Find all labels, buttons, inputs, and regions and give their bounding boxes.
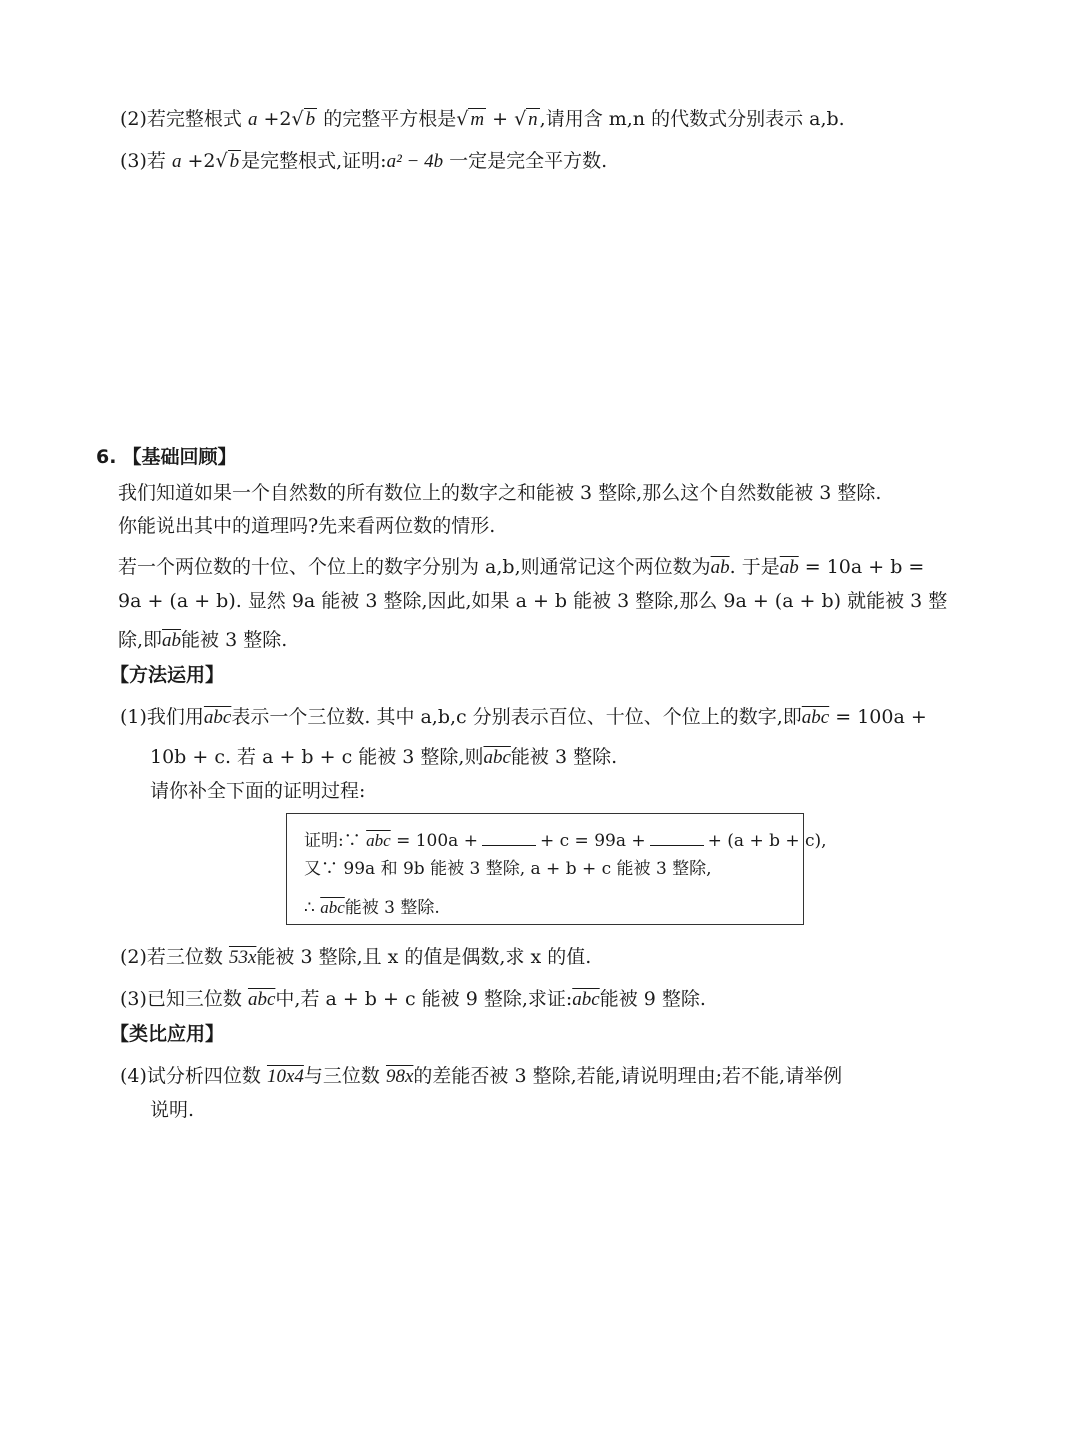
part3-prefix: (3)若 (120, 150, 166, 172)
q2-text-a: (2)若三位数 (120, 946, 223, 968)
proof-prefix: 证明:∵ (304, 831, 361, 851)
q4-text-a: (4)试分析四位数 (120, 1065, 261, 1087)
p2-line3-a: 除,即 (118, 629, 163, 651)
p2-text-b: . 于是 (729, 556, 780, 578)
part2-line (120, 110, 845, 129)
q1-text-b: 表示一个三位数. 其中 a,b,c 分别表示百位、十位、个位上的数字,即 (231, 706, 802, 728)
q3-abc-2: $\overline{abc}$ (572, 989, 600, 1010)
q2-text-b: 能被 3 整除,且 x 的值是偶数,求 x 的值. (256, 946, 592, 968)
q1-text-c: = 100a + (829, 706, 927, 728)
q1-text-a: (1)我们用 (120, 706, 204, 728)
proof-eq2: + c = 99a + (539, 831, 646, 851)
part2-rad-n: n (528, 109, 538, 130)
q6-p2-line3 (118, 631, 287, 650)
proof-eq3: + (a + b + c), (707, 831, 827, 851)
p2-ab-3: $\overline{ab}$ (162, 630, 182, 651)
q6-p2-line1 (118, 558, 924, 577)
proof-conclusion: 能被 3 整除. (344, 898, 440, 918)
q1-abc-2: $\overline{abc}$ (801, 707, 830, 728)
part3-suffix: 一定是完全平方数. (449, 150, 608, 172)
proof-line2: 又∵ 99a 和 9b 能被 3 整除, a + b + c 能被 3 整除, (304, 859, 712, 879)
part3-plus2: +2 (187, 150, 216, 172)
q3-text-c: 能被 9 整除. (599, 988, 706, 1010)
part2-rad-m: m (470, 109, 485, 130)
part2-mid: 的完整平方根是 (323, 108, 457, 130)
part3-var-a: a (171, 151, 182, 172)
q4-number-1: 10x4 (266, 1066, 304, 1087)
part3-rad-b: b (229, 151, 240, 172)
q4-text-b: 与三位数 (303, 1065, 380, 1087)
part2-sqrt-n: √ n (514, 108, 538, 130)
p2-ab-1: $\overline{ab}$ (710, 557, 730, 578)
proof-abc-1: $\overline{abc}$ (366, 831, 391, 850)
part3-sqrt-b: √ b (215, 150, 240, 172)
q1-abc-3: $\overline{abc}$ (483, 747, 511, 768)
q1-line1 (120, 708, 927, 727)
part3-expr: a² − 4b (386, 151, 444, 172)
proof-eq1: = 100a + (390, 831, 478, 851)
q6-p1-line1: 我们知道如果一个自然数的所有数位上的数字之和能被 3 整除,那么这个自然数能被 3 整除. (118, 482, 882, 504)
section-method: 【方法运用】 (110, 664, 225, 686)
q4-line1 (120, 1067, 842, 1086)
proof-blank-1[interactable] (482, 831, 536, 846)
p2-line3-b: 能被 3 整除. (181, 629, 288, 651)
proof-therefore: ∴ (304, 898, 315, 918)
q6-p1-line2: 你能说出其中的道理吗?先来看两位数的情形. (118, 515, 496, 537)
part2-rad-b: b (305, 109, 316, 130)
q4-number-2: 98x (385, 1066, 414, 1087)
q2-number: 53x (228, 947, 257, 968)
proof-line3 (304, 899, 440, 917)
section-analogy: 【类比应用】 (110, 1023, 225, 1045)
q6-header (96, 448, 237, 467)
part2-sqrt-m: √ m (456, 108, 485, 130)
part2-suffix: ,请用含 m,n 的代数式分别表示 a,b. (539, 108, 845, 130)
proof-line1 (304, 831, 827, 850)
q1-line2-b: 能被 3 整除. (510, 746, 618, 768)
q3-abc-1: $\overline{abc}$ (247, 989, 276, 1010)
q6-number: 6. (96, 446, 117, 468)
part3-line (120, 152, 607, 171)
p2-ab-2: $\overline{ab}$ (779, 557, 799, 578)
part2-prefix: (2)若完整根式 (120, 108, 242, 130)
q3-text-b: 中,若 a + b + c 能被 9 整除,求证: (275, 988, 573, 1010)
proof-blank-2[interactable] (650, 831, 704, 846)
part2-var-a: a (247, 109, 258, 130)
q1-line2-a: 10b + c. 若 a + b + c 能被 3 整除,则 (150, 746, 484, 768)
part3-mid: 是完整根式,证明: (241, 150, 387, 172)
q1-line3: 请你补全下面的证明过程: (150, 780, 366, 802)
p2-text-c: = 10a + b = (798, 556, 925, 578)
q3-text-a: (3)已知三位数 (120, 988, 242, 1010)
proof-abc-2: $\overline{abc}$ (320, 898, 345, 917)
part2-plus: + (492, 108, 509, 130)
part2-plus2: +2 (263, 108, 292, 130)
q1-line2 (150, 748, 617, 767)
q1-abc-1: $\overline{abc}$ (203, 707, 232, 728)
p2-text-a: 若一个两位数的十位、个位上的数字分别为 a,b,则通常记这个两位数为 (118, 556, 711, 578)
section-basic-review: 【基础回顾】 (122, 446, 237, 468)
part2-sqrt-b: √ b (291, 108, 316, 130)
q4-text-c: 的差能否被 3 整除,若能,请说明理由;若不能,请举例 (413, 1065, 843, 1087)
q3-line (120, 990, 706, 1009)
q6-p2-line2: 9a + (a + b). 显然 9a 能被 3 整除,因此,如果 a + b 能被 3 整除,那么 9a + (a + b) 就能被 3 整 (118, 590, 948, 612)
q2-line (120, 948, 591, 967)
q4-line2: 说明. (150, 1099, 195, 1121)
